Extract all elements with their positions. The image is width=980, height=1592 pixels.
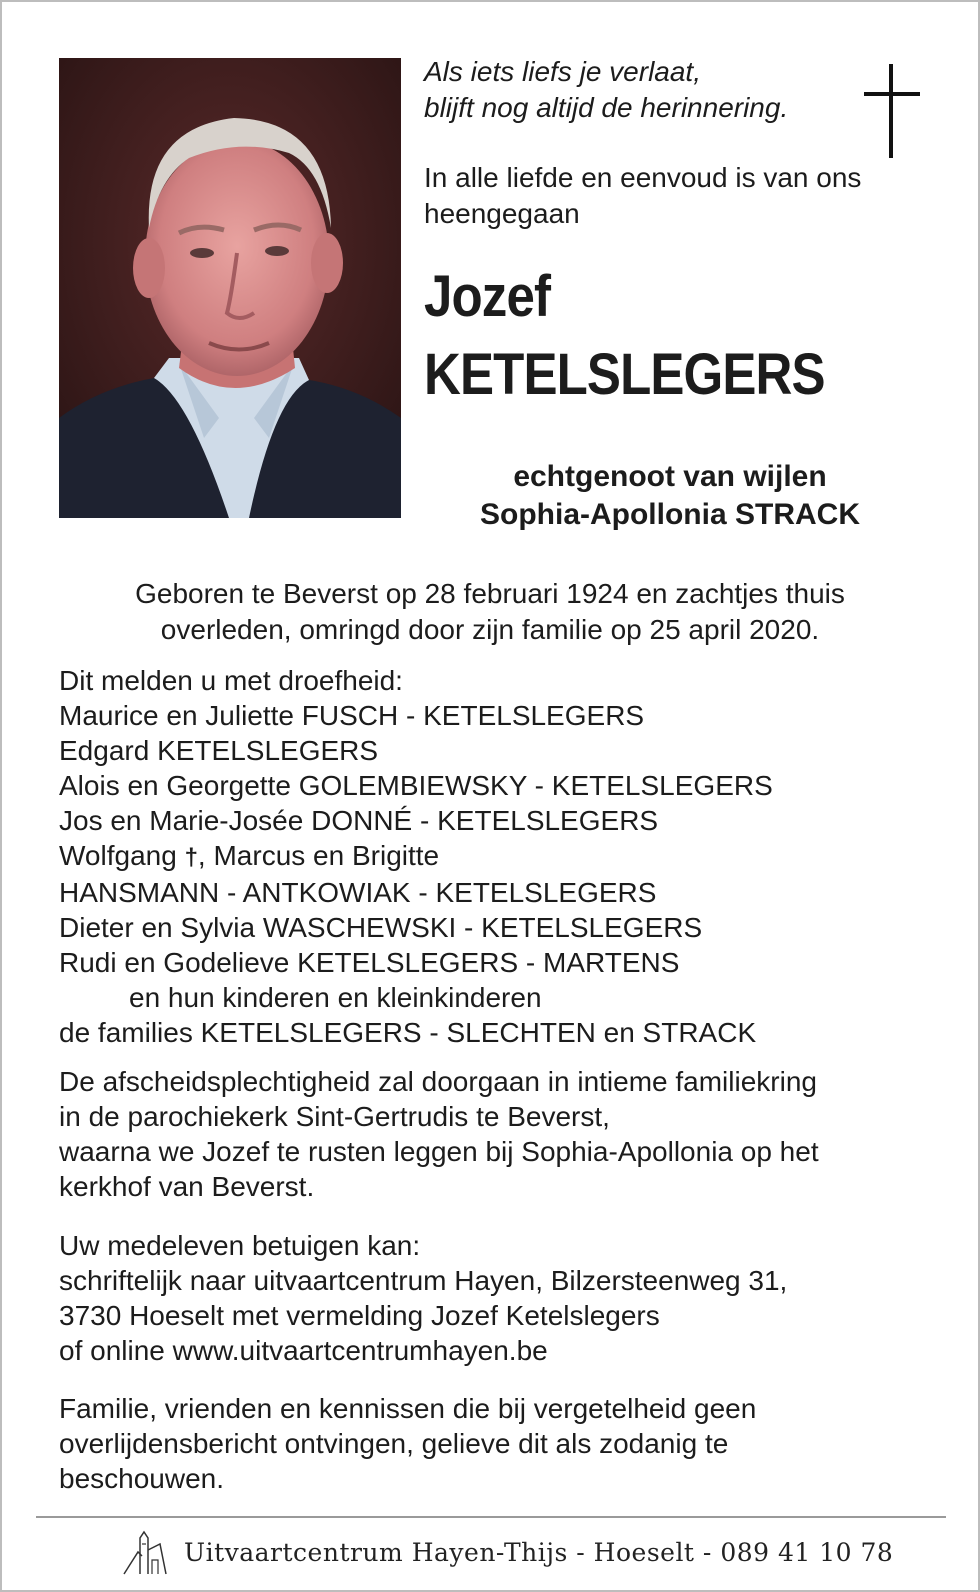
quote-line-2: blijft nog altijd de herinnering. <box>424 92 789 123</box>
notice-text <box>59 1391 939 1496</box>
ceremony-line: waarna we Jozef te rusten leggen bij Sophia-Apollonia op het <box>59 1136 819 1167</box>
condolences-line: schriftelijk naar uitvaartcentrum Hayen, Bilzersteenweg 31, <box>59 1265 788 1296</box>
mourner-line: Edgard KETELSLEGERS <box>59 735 379 766</box>
birth-death-info <box>40 576 940 648</box>
mourner-line: de families KETELSLEGERS - SLECHTEN en STRACK <box>59 1017 757 1048</box>
funeral-home-footer: Uitvaartcentrum Hayen-Thijs - Hoeselt - 089 41 10 78 <box>184 1538 894 1567</box>
ceremony-line: in de parochiekerk Sint-Gertrudis te Beverst, <box>59 1101 610 1132</box>
portrait-photo <box>59 58 401 518</box>
condolences-line: of online www.uitvaartcentrumhayen.be <box>59 1335 548 1366</box>
church-sketch-icon <box>122 1530 170 1576</box>
intro-line-2: heengegaan <box>424 198 580 229</box>
spouse-line-2: Sophia-Apollonia STRACK <box>480 498 860 531</box>
intro-text <box>424 160 924 232</box>
spouse-line-1: echtgenoot van wijlen <box>513 460 827 493</box>
mourner-line: Alois en Georgette GOLEMBIEWSKY - KETELSLEGERS <box>59 770 773 801</box>
dagger-icon: † <box>184 844 198 871</box>
ceremony-info <box>59 1064 939 1204</box>
mourner-line: HANSMANN - ANTKOWIAK - KETELSLEGERS <box>59 877 657 908</box>
condolences-info <box>59 1228 939 1368</box>
mourner-line <box>59 838 939 875</box>
cross-icon <box>864 64 920 158</box>
ceremony-line: De afscheidsplechtigheid zal doorgaan in intieme familiekring <box>59 1066 817 1097</box>
mourners-heading: Dit melden u met droefheid: <box>59 665 403 696</box>
mourner-line: Jos en Marie-Josée DONNÉ - KETELSLEGERS <box>59 805 659 836</box>
mourner-line-part: Wolfgang <box>59 840 185 871</box>
notice-line: beschouwen. <box>59 1463 225 1494</box>
quote-line-1: Als iets liefs je verlaat, <box>424 56 701 87</box>
spouse-info <box>420 458 920 534</box>
quote <box>424 54 788 126</box>
ceremony-line: kerkhof van Beverst. <box>59 1171 315 1202</box>
mourner-line-part: , Marcus en Brigitte <box>197 840 440 871</box>
mourner-line: Dieter en Sylvia WASCHEWSKI - KETELSLEGERS <box>59 912 703 943</box>
born-line-1: Geboren te Beverst op 28 februari 1924 en zachtjes thuis <box>135 578 845 609</box>
intro-line-1: In alle liefde en eenvoud is van ons <box>424 162 862 193</box>
born-line-2: overleden, omringd door zijn familie op 25 april 2020. <box>160 614 820 645</box>
notice-line: overlijdensbericht ontvingen, gelieve dit als zodanig te <box>59 1428 729 1459</box>
mourners-list <box>59 663 939 1050</box>
mourner-line: Rudi en Godelieve KETELSLEGERS - MARTENS <box>59 947 680 978</box>
deceased-first-name: Jozef <box>424 264 551 329</box>
deceased-last-name: KETELSLEGERS <box>424 342 825 407</box>
condolences-line: Uw medeleven betuigen kan: <box>59 1230 421 1261</box>
mourner-line: en hun kinderen en kleinkinderen <box>129 982 542 1013</box>
condolences-line: 3730 Hoeselt met vermelding Jozef Ketelslegers <box>59 1300 660 1331</box>
footer-divider <box>36 1516 946 1518</box>
notice-line: Familie, vrienden en kennissen die bij vergetelheid geen <box>59 1393 757 1424</box>
mourner-line: Maurice en Juliette FUSCH - KETELSLEGERS <box>59 700 645 731</box>
